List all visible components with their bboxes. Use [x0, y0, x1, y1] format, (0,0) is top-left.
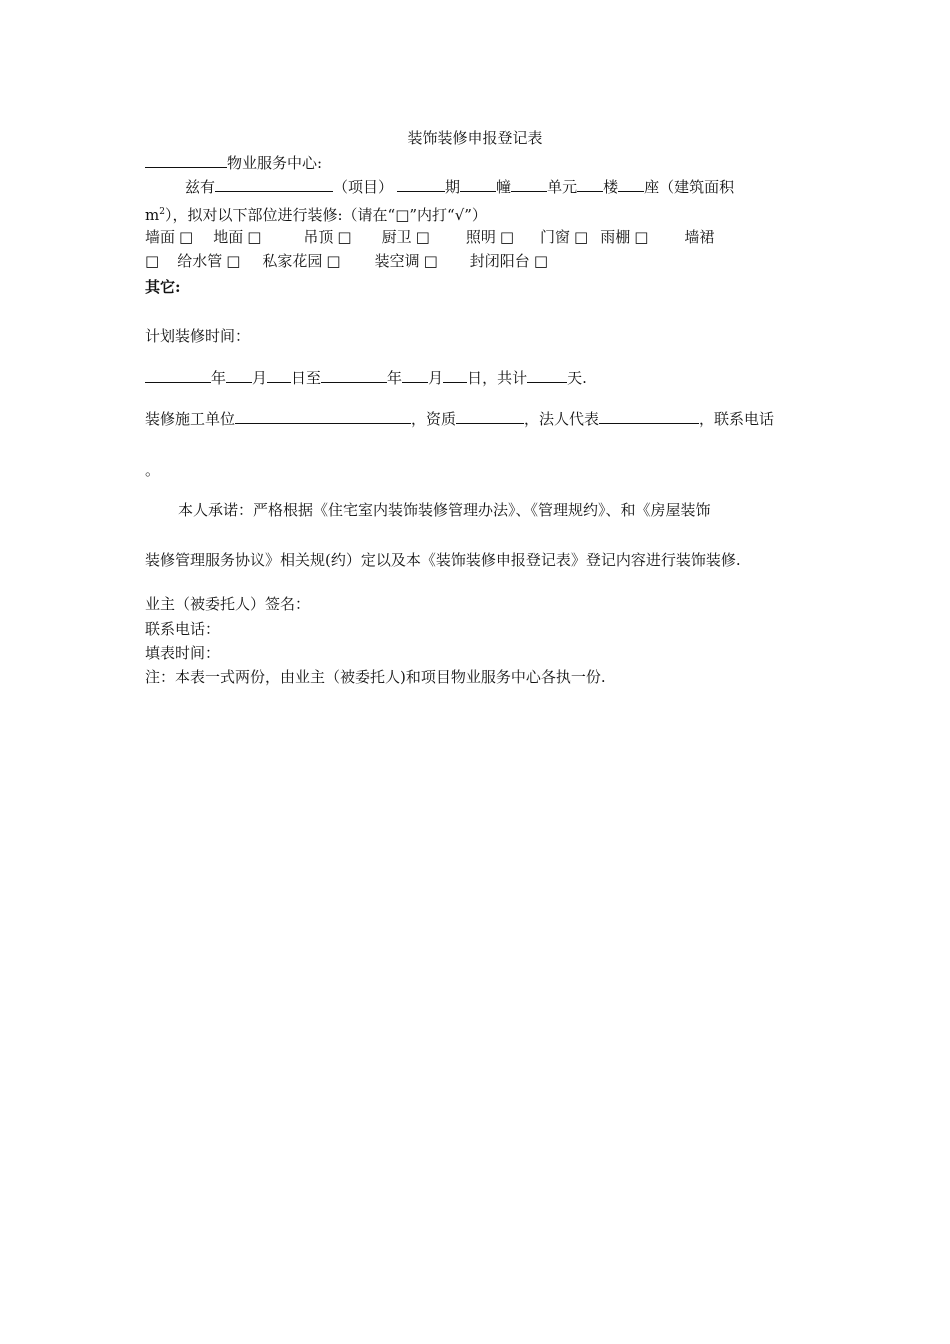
area-unit-sup: 2	[159, 207, 165, 217]
options-row-2	[145, 251, 548, 271]
area-unit: m	[145, 206, 160, 224]
option-doors-windows[interactable]: 门窗 □	[540, 228, 589, 246]
qualification-blank[interactable]	[456, 409, 524, 424]
project-blank[interactable]	[215, 177, 333, 192]
checkbox-icon[interactable]: □	[499, 228, 515, 246]
end-year-blank[interactable]	[321, 368, 387, 383]
project-label: （项目）	[333, 178, 394, 196]
plan-label: 计划装修时间：	[145, 327, 251, 345]
options-row-1	[145, 227, 714, 247]
phone-label: 联系电话：	[145, 620, 221, 638]
date-line	[145, 368, 587, 388]
building-label: 幢	[496, 178, 512, 196]
contractor-line	[145, 409, 774, 429]
checkbox-icon[interactable]: □	[415, 228, 430, 246]
intro-tail: ），拟对以下部位进行装修:（请在“□”内打“√”）	[164, 206, 487, 224]
phase-label: 期	[445, 178, 461, 196]
document-title: 装饰装修申报登记表	[407, 129, 543, 147]
year-label: 年	[387, 369, 403, 387]
signature-label: 业主（被委托人）签名：	[145, 595, 311, 613]
phase-blank[interactable]	[397, 177, 445, 192]
checkbox-icon[interactable]: □	[226, 252, 241, 270]
building-blank[interactable]	[460, 177, 496, 192]
end-month-blank[interactable]	[402, 368, 428, 383]
option-floor[interactable]: 地面 □	[213, 228, 262, 246]
option-kitchen-bath[interactable]: 厨卫 □	[381, 228, 430, 246]
option-lighting[interactable]: 照明 □	[465, 228, 515, 246]
property-name-blank[interactable]	[145, 153, 227, 168]
note: 注：本表一式两份，由业主（被委托人)和项目物业服务中心各执一份.	[145, 668, 606, 686]
contractor-blank[interactable]	[235, 409, 411, 424]
day-total-label: 日，共计	[467, 369, 528, 387]
option-air-conditioner[interactable]: 装空调 □	[374, 252, 438, 270]
month-label: 月	[252, 369, 268, 387]
checkbox-icon[interactable]: □	[326, 252, 341, 270]
seat-blank[interactable]	[618, 177, 644, 192]
start-year-blank[interactable]	[145, 368, 211, 383]
intro-line	[185, 177, 734, 197]
year-label: 年	[211, 369, 227, 387]
commitment-line-2: 装修管理服务协议》相关规(约）定以及本《装饰装修申报登记表》登记内容进行装饰装修.	[145, 551, 741, 569]
day-to-label: 日至	[291, 369, 322, 387]
option-balcony[interactable]: 封闭阳台 □	[469, 252, 548, 270]
legal-rep-blank[interactable]	[599, 409, 699, 424]
start-day-blank[interactable]	[267, 368, 291, 383]
total-days-blank[interactable]	[527, 368, 567, 383]
fill-date-label: 填表时间：	[145, 644, 221, 662]
days-label: 天.	[567, 369, 587, 387]
property-center-line	[145, 153, 322, 173]
end-day-blank[interactable]	[443, 368, 467, 383]
intro-line-2	[145, 202, 487, 225]
option-dado[interactable]: 墙裙	[684, 228, 715, 246]
checkbox-icon[interactable]: □	[574, 228, 589, 246]
option-private-garden[interactable]: 私家花园 □	[262, 252, 341, 270]
checkbox-icon[interactable]: □	[179, 228, 194, 246]
unit-label: 单元	[547, 178, 578, 196]
floor-label: 楼	[603, 178, 619, 196]
option-awning[interactable]: 雨棚 □	[600, 228, 649, 246]
checkbox-icon[interactable]: □	[247, 228, 262, 246]
contractor-phone-label: ，联系电话	[699, 410, 775, 428]
checkbox-icon[interactable]: □	[423, 252, 438, 270]
checkbox-icon[interactable]: □	[634, 228, 649, 246]
seat-label: 座（建筑面积	[644, 178, 735, 196]
qualification-label: ，资质	[411, 410, 457, 428]
option-wall[interactable]: 墙面 □	[145, 228, 194, 246]
contractor-end: 。	[145, 461, 161, 479]
legal-rep-label: ，法人代表	[524, 410, 600, 428]
option-water-pipe[interactable]: 给水管 □	[177, 252, 241, 270]
month-label: 月	[428, 369, 444, 387]
unit-blank[interactable]	[511, 177, 547, 192]
checkbox-icon[interactable]: □	[145, 252, 160, 270]
commitment-line-1: 本人承诺：严格根据《住宅室内装饰装修管理办法》、《管理规约》、和《房屋装饰	[178, 501, 711, 519]
option-ceiling[interactable]: 吊顶 □	[303, 228, 352, 246]
contractor-label: 装修施工单位	[145, 410, 236, 428]
start-month-blank[interactable]	[226, 368, 252, 383]
other-label: 其它:	[145, 278, 181, 296]
checkbox-icon[interactable]: □	[533, 252, 548, 270]
intro-prefix: 兹有	[185, 178, 216, 196]
property-center-label: 物业服务中心:	[227, 154, 323, 172]
floor-blank[interactable]	[577, 177, 603, 192]
checkbox-icon[interactable]: □	[337, 228, 352, 246]
